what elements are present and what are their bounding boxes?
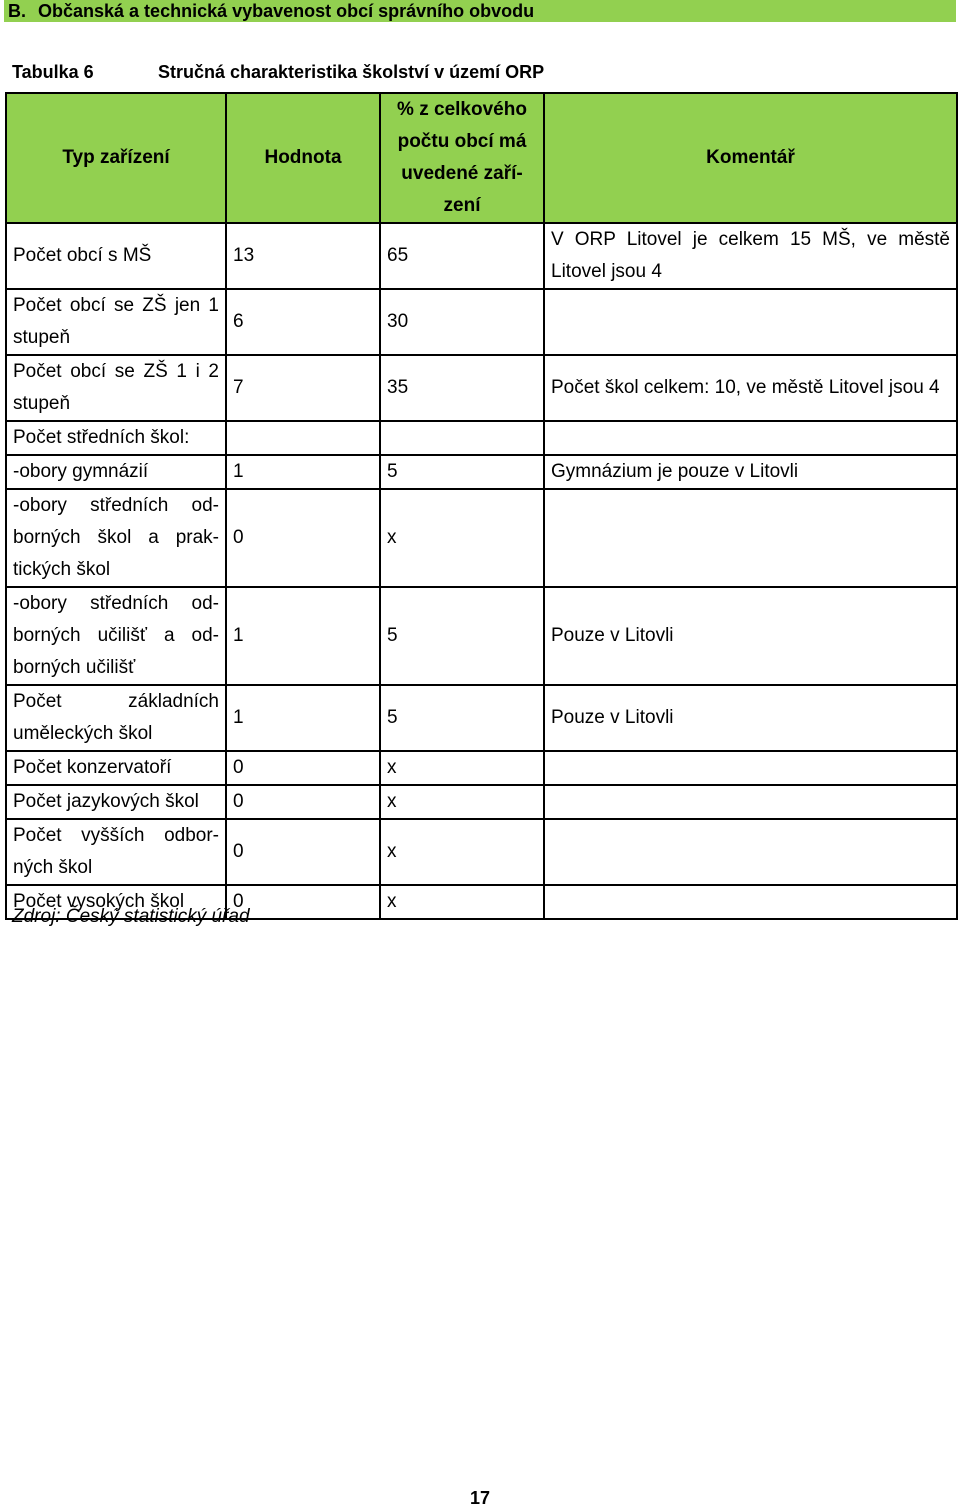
table-row bbox=[6, 751, 957, 785]
cell-value: 7 bbox=[226, 355, 380, 421]
cell-comment bbox=[544, 885, 957, 919]
schools-table bbox=[5, 92, 958, 920]
cell-type: Počet obcí s MŠ bbox=[6, 223, 226, 289]
cell-type: Počet vyšších odbor-ných škol bbox=[6, 819, 226, 885]
cell-percent: 35 bbox=[380, 355, 544, 421]
cell-comment bbox=[544, 785, 957, 819]
cell-value: 0 bbox=[226, 819, 380, 885]
cell-comment: V ORP Litovel je celkem 15 MŠ, ve městě Litovel jsou 4 bbox=[544, 223, 957, 289]
table-row bbox=[6, 355, 957, 421]
cell-percent: 5 bbox=[380, 455, 544, 489]
cell-comment: Pouze v Litovli bbox=[544, 685, 957, 751]
cell-type: Počet konzervatoří bbox=[6, 751, 226, 785]
cell-percent: x bbox=[380, 819, 544, 885]
section-letter: B. bbox=[8, 1, 26, 21]
table-row bbox=[6, 455, 957, 489]
table-row bbox=[6, 289, 957, 355]
header-type: Typ zařízení bbox=[6, 93, 226, 223]
cell-value: 1 bbox=[226, 587, 380, 685]
table-header-row bbox=[6, 93, 957, 223]
cell-comment: Gymnázium je pouze v Litovli bbox=[544, 455, 957, 489]
cell-value: 1 bbox=[226, 455, 380, 489]
table-row bbox=[6, 421, 957, 455]
table-row bbox=[6, 685, 957, 751]
cell-value bbox=[226, 421, 380, 455]
cell-comment bbox=[544, 421, 957, 455]
table-row bbox=[6, 587, 957, 685]
source-note: Zdroj: Český statistický úřad bbox=[12, 906, 250, 927]
cell-type: Počet středních škol: bbox=[6, 421, 226, 455]
header-comment: Komentář bbox=[544, 93, 957, 223]
cell-percent: 5 bbox=[380, 587, 544, 685]
table-row bbox=[6, 223, 957, 289]
cell-percent: 30 bbox=[380, 289, 544, 355]
cell-type: Počet jazykových škol bbox=[6, 785, 226, 819]
cell-percent: x bbox=[380, 489, 544, 587]
cell-type: -obory středních od-borných učilišť a od-borných učilišť bbox=[6, 587, 226, 685]
section-heading bbox=[4, 0, 956, 22]
cell-value: 0 bbox=[226, 751, 380, 785]
header-percent: % z celkového počtu obcí má uvedené zaří-zení bbox=[380, 93, 544, 223]
cell-percent: x bbox=[380, 751, 544, 785]
section-title: Občanská a technická vybavenost obcí správního obvodu bbox=[38, 1, 535, 21]
cell-comment: Pouze v Litovli bbox=[544, 587, 957, 685]
cell-value: 0 bbox=[226, 489, 380, 587]
cell-percent: 65 bbox=[380, 223, 544, 289]
cell-percent: x bbox=[380, 785, 544, 819]
cell-comment bbox=[544, 819, 957, 885]
cell-percent: x bbox=[380, 885, 544, 919]
cell-type: Počet vysokých škol bbox=[6, 885, 226, 919]
table-row bbox=[6, 785, 957, 819]
cell-comment bbox=[544, 489, 957, 587]
table-row bbox=[6, 489, 957, 587]
cell-type: -obory středních od-borných škol a prak-tických škol bbox=[6, 489, 226, 587]
cell-value: 0 bbox=[226, 885, 380, 919]
page-number: 17 bbox=[469, 1488, 491, 1508]
cell-comment bbox=[544, 751, 957, 785]
table-title: Stručná charakteristika školství v území ORP bbox=[158, 62, 545, 82]
cell-type: Počet obcí se ZŠ 1 i 2 stupeň bbox=[6, 355, 226, 421]
cell-type: Počet základních uměleckých škol bbox=[6, 685, 226, 751]
cell-value: 6 bbox=[226, 289, 380, 355]
cell-percent bbox=[380, 421, 544, 455]
cell-type: -obory gymnázií bbox=[6, 455, 226, 489]
header-value: Hodnota bbox=[226, 93, 380, 223]
cell-value: 1 bbox=[226, 685, 380, 751]
cell-comment bbox=[544, 289, 957, 355]
table-row bbox=[6, 819, 957, 885]
table-number: Tabulka 6 bbox=[12, 62, 94, 82]
cell-type: Počet obcí se ZŠ jen 1 stupeň bbox=[6, 289, 226, 355]
cell-percent: 5 bbox=[380, 685, 544, 751]
cell-comment: Počet škol celkem: 10, ve městě Litovel jsou 4 bbox=[544, 355, 957, 421]
cell-value: 0 bbox=[226, 785, 380, 819]
cell-value: 13 bbox=[226, 223, 380, 289]
table-caption bbox=[12, 62, 544, 83]
